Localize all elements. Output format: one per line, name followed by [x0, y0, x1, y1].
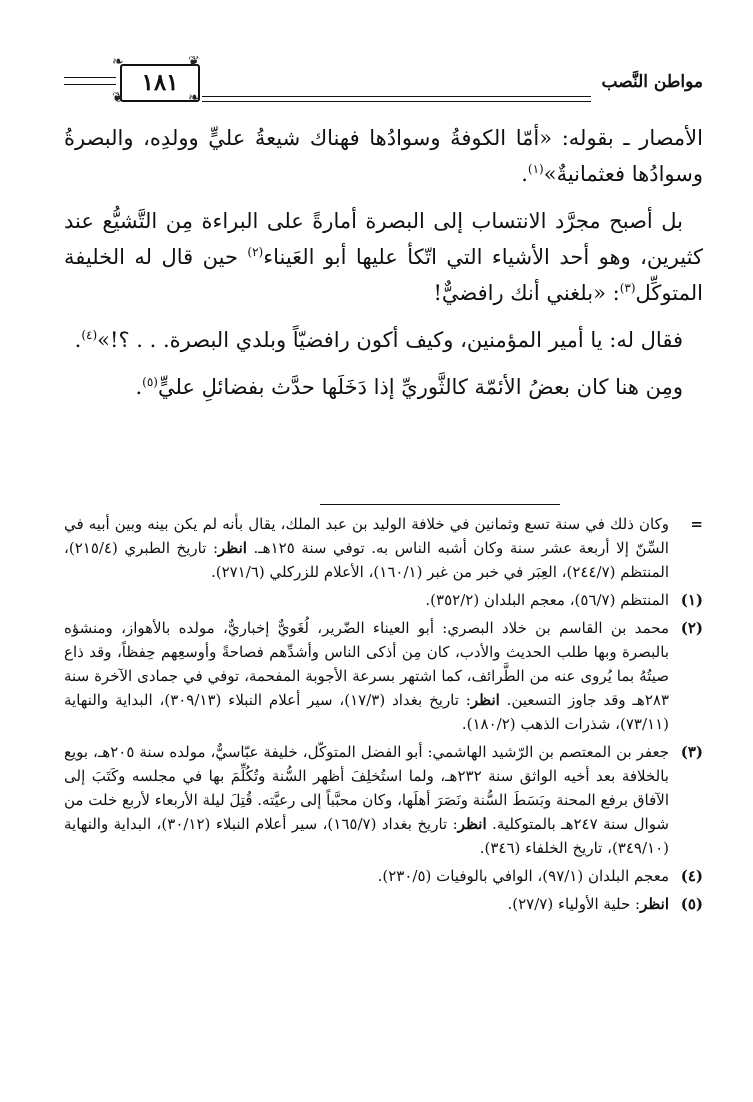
- page-header: [64, 54, 703, 106]
- footnote-ref[interactable]: (٤): [81, 328, 98, 342]
- footnote-text-part: وكان ذلك في سنة تسع وثمانين في خلافة الوليد بن عبد الملك، يقال بأنه لم يكن بينه وبين أبيه في السِّنّ إلا أربعة عشر سنة وكان أشبه الناس به. توفي سنة ١٢٥هـ.: [64, 515, 669, 557]
- footnote-text: [64, 740, 669, 860]
- footnote-text: [64, 864, 669, 888]
- footnote-keyword: انظر: [457, 815, 487, 833]
- footnote-text-part: : تاريخ بغداد (١٧/٣)، سير أعلام النبلاء (٣٠٩/١٣)، البداية والنهاية (٧٣/١١)، شذرات الذهب (١٨٠/٢).: [64, 691, 669, 733]
- paragraph-text: الأمصار ـ بقوله: «أمّا الكوفةُ وسوادُها فهناك شيعةُ عليٍّ وولدِه، والبصرةُ وسوادُها فعثمانيةٌ»: [64, 126, 703, 186]
- footnote-item: [64, 616, 703, 736]
- footnote-marker: (٢): [680, 619, 703, 637]
- footnote-item: [64, 864, 703, 888]
- footnote-text-part: : حلية الأولياء (٢٧/٧).: [507, 895, 641, 913]
- page-number: ١٨١: [120, 64, 200, 102]
- paragraph-4: [64, 369, 703, 405]
- paragraph-text: .: [74, 328, 82, 352]
- corner-ornament-icon: ❦: [188, 54, 200, 70]
- footnote-keyword: انظر: [640, 895, 669, 913]
- footnote-text: [64, 588, 669, 612]
- chapter-title: مواطن النَّصب: [601, 72, 703, 92]
- header-rule-left: [64, 77, 116, 85]
- corner-ornament-icon: ❦: [112, 90, 124, 106]
- footnote-text: [64, 892, 669, 916]
- paragraph-text: بل أصبح مجرَّد الانتساب إلى البصرة أمارةً على البراءة مِن التَّشيُّع عند كثيرين، وهو أحد الأشياء التي اتّكأ عليها أبو العَيناء: [64, 209, 703, 269]
- footnote-keyword: انظر: [218, 539, 247, 557]
- footnote-item: [64, 740, 703, 860]
- footnote-text: [64, 616, 669, 736]
- footnote-marker: (٤): [680, 867, 703, 885]
- footnote-text-part: محمد بن القاسم بن خلاد البصري: أبو العيناء الضّرير، لُغَويٌّ إخباريٌّ، مولده بالأهواز، ومنشؤه بالبصرة وبها طلب الحديث والأدب، كان مِن أذكى الناس وأشدِّهم فصاحةً وأوسعِهم حِفظاً، وقد ذاع صيتُهُ بما يُروى عنه من الطَّرائف، كما اشتهر بسرعة الأجوبة المفحمة، توفي في جمادى الآخرة سنة ٢٨٣هـ وقد جاوز التسعين.: [64, 619, 669, 709]
- footnote-marker: (١): [680, 591, 703, 609]
- main-text: [64, 120, 703, 416]
- paragraph-text: ومِن هنا كان بعضُ الأئمّة كالثَّوريِّ إذا دَخَلَها حدَّث بفضائلِ عليٍّ: [157, 375, 683, 399]
- paragraph-text: .: [521, 162, 528, 186]
- corner-ornament-icon: ❧: [188, 90, 200, 106]
- paragraph-text: .: [135, 375, 143, 399]
- footnotes: [64, 512, 703, 920]
- paragraph-text: حين قال له الخليفة المتوكِّل: [64, 245, 703, 305]
- footnote-keyword: انظر: [470, 691, 500, 709]
- footnote-marker: =: [690, 515, 703, 533]
- paragraph-text: : «بلغني أنك رافضيٌّ!: [433, 281, 620, 305]
- footnote-text-part: المنتظم (٥٦/٧)، معجم البلدان (٣٥٢/٢).: [425, 591, 669, 609]
- corner-ornament-icon: ❧: [112, 54, 124, 70]
- footnote-separator: [320, 504, 560, 505]
- paragraph-1: [64, 120, 703, 192]
- footnote-text-part: : تاريخ الطبري (٢١٥/٤)، المنتظم (٢٤٤/٧)، العِبَر في خبر من غبر (١٦٠/١)، الأعلام للزركلي (٢٧١/٦).: [64, 539, 669, 581]
- footnote-ref[interactable]: (٢): [247, 245, 264, 259]
- footnote-text-part: معجم البلدان (٩٧/١)، الوافي بالوفيات (٢٣٠/٥).: [377, 867, 669, 885]
- footnote-ref[interactable]: (٥): [142, 375, 158, 389]
- footnote-text-part: : تاريخ بغداد (١٦٥/٧)، سير أعلام النبلاء (٣٠/١٢)، البداية والنهاية (٣٤٩/١٠)، تاريخ الخلفاء (٣٤٦).: [64, 815, 669, 857]
- footnote-marker: (٥): [680, 895, 703, 913]
- footnote-item: [64, 588, 703, 612]
- paragraph-2: [64, 203, 703, 311]
- header-rule-right: [202, 96, 591, 102]
- footnote-marker: (٣): [680, 743, 703, 761]
- footnote-continuation: [64, 512, 703, 584]
- footnote-item: [64, 892, 703, 916]
- footnote-ref[interactable]: (٣): [619, 281, 636, 295]
- paragraph-3: [64, 322, 703, 358]
- footnote-ref[interactable]: (١): [527, 162, 544, 176]
- paragraph-text: فقال له: يا أمير المؤمنين، وكيف أكون رافضيّاً وبلدي البصرة. . . ؟!»: [97, 328, 683, 352]
- footnote-text: [64, 512, 669, 584]
- footnote-text-part: جعفر بن المعتصم بن الرّشيد الهاشمي: أبو الفضل المتوكّل، خليفة عبّاسيٌّ، مولده سنة ٢٠٥هـ، بويع بالخلافة بعد أخيه الواثق سنة ٢٣٢هـ، ولما استُخلِفَ أظهر السُّنة وتُكُلِّمَ بها في مجلسه وكَتَبَ إلى الآفاق برفع المحنة وبَسَطَ السُّنة ونَصَرَ أهلَها، وكان محبَّباً إلى رعيَّته. قُتِلَ ليلة الأربعاء لأربع خلت من شوال سنة ٢٤٧هـ بالمتوكلية.: [64, 743, 670, 833]
